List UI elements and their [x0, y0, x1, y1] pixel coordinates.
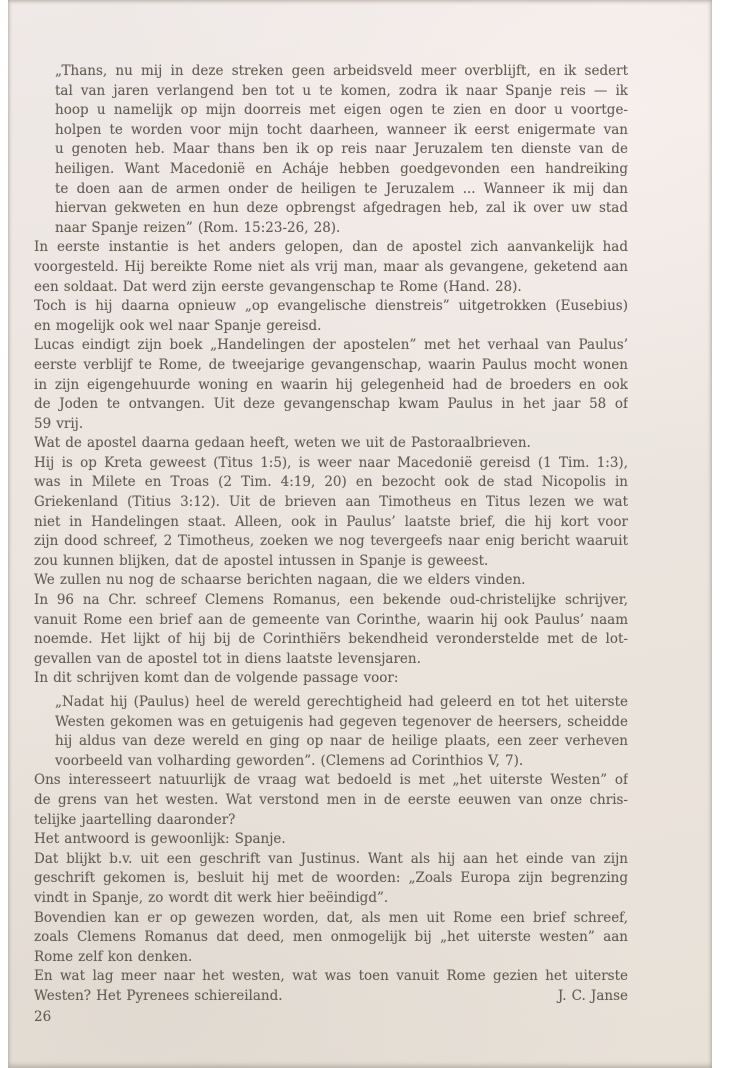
text-line: holpen te worden voor mijn tocht daarheen, wanneer ik eerst enigermate van — [55, 121, 628, 138]
text-line: Wat de apostel daarna gedaan heeft, weten we uit de Pastoraalbrieven. — [34, 435, 531, 452]
text-line: niet in Handelingen staat. Alleen, ook in Paulus’ laatste brief, die hij kort voor — [34, 513, 628, 530]
text-line: Dat blijkt b.v. uit een geschrift van Justinus. Want als hij aan het einde van zijn — [34, 850, 628, 867]
text-line: in zijn eigengehuurde woning en waarin hij gelegenheid had de broeders en ook — [34, 376, 628, 393]
text-line: en mogelijk ook wel naar Spanje gereisd. — [34, 317, 322, 334]
quote-paragraph — [34, 693, 628, 771]
text-line: Griekenland (Titius 3:12). Uit de brieven aan Timotheus en Titus lezen we wat — [34, 494, 628, 511]
text-line: telijke jaartelling daaronder? — [34, 811, 236, 828]
text-line: voorbeeld van volharding geworden”. (Clemens ad Corinthios V, 7). — [55, 752, 524, 769]
text-line: Het antwoord is gewoonlijk: Spanje. — [34, 831, 286, 848]
text-line: Toch is hij daarna opnieuw „op evangelische dienstreis” uitgetrokken (Eusebius) — [34, 298, 628, 315]
text-line: te doen aan de armen onder de heiligen te Jeruzalem ... Wanneer ik mij dan — [55, 180, 628, 197]
text-line: We zullen nu nog de schaarse berichten nagaan, die we elders vinden. — [34, 572, 526, 589]
text-line: „Nadat hij (Paulus) heel de wereld gerechtigheid had geleerd en tot het uiterste — [55, 694, 628, 710]
text-line: Ons interesseert natuurlijk de vraag wat bedoeld is met „het uiterste Westen” of — [34, 772, 628, 789]
text-line: In dit schrijven komt dan de volgende passage voor: — [34, 670, 399, 687]
text-line — [34, 987, 628, 1007]
text-line: voorgesteld. Hij bereikte Rome niet als vrij man, maar als gevangene, geketend aan — [34, 258, 628, 275]
text-line: Westen gekomen was en getuigenis had gegeven tegenover de heersers, scheidde — [55, 713, 628, 730]
text-line: In 96 na Chr. schreef Clemens Romanus, een bekende oud-christelijke schrijver, — [34, 592, 628, 609]
page-number: 26 — [34, 1009, 52, 1025]
text-line: zoals Clemens Romanus dat deed, men onmogelijk bij „het uiterste westen” aan — [34, 929, 628, 946]
text-line: zijn dood schreef, 2 Timotheus, zoeken we nog tevergeefs naar enig bericht waaruit — [34, 533, 628, 550]
body-paragraph — [34, 771, 628, 1006]
quote-paragraph — [34, 62, 628, 238]
body-paragraph — [34, 238, 628, 689]
text-line: tal van jaren verlangend ben tot u te komen, zodra ik naar Spanje reis — ik — [55, 82, 628, 99]
text-line: geschrift gekomen is, besluit hij met de woorden: „Zoals Europa zijn begrenzing — [34, 870, 628, 887]
page-text-column — [34, 62, 628, 1007]
text-line: was in Milete en Troas (2 Tim. 4:19, 20) en bezocht ook de stad Nicopolis in — [34, 474, 628, 491]
text-line: Bovendien kan er op gewezen worden, dat, als men uit Rome een brief schreef, — [34, 909, 628, 926]
closing-sentence: Westen? Het Pyrenees schiereiland. — [34, 987, 283, 1004]
text-line: 59 vrij. — [34, 415, 84, 432]
text-line: Rome zelf kon denken. — [34, 948, 193, 965]
text-line: vanuit Rome een brief aan de gemeente van Corinthe, waarin hij ook Paulus’ naam — [34, 611, 628, 628]
text-line: hiervan gekweten en hun deze opbrengst afgedragen heb, zal ik over uw stad — [55, 200, 628, 217]
text-line: naar Spanje reizen” (Rom. 15:23-26, 28). — [55, 219, 341, 236]
text-line: de grens van het westen. Wat verstond men in de eerste eeuwen van onze chris- — [34, 791, 628, 808]
text-line: de Joden te ontvangen. Uit deze gevangenschap kwam Paulus in het jaar 58 of — [34, 396, 628, 413]
text-line: In eerste instantie is het anders gelopen, dan de apostel zich aanvankelijk had — [34, 239, 628, 256]
text-line: En wat lag meer naar het westen, wat was toen vanuit Rome gezien het uiterste — [34, 968, 628, 985]
text-line: hij aldus van deze wereld en ging op naar de heilige plaats, een zeer verheven — [55, 733, 628, 750]
text-line: hoop u namelijk op mijn doorreis met eigen ogen te zien en door u voortge- — [55, 102, 628, 119]
text-line: Hij is op Kreta geweest (Titus 1:5), is weer naar Macedonië gereisd (1 Tim. 1:3), — [34, 454, 628, 471]
text-line: gevallen van de apostel tot in diens laatste levensjaren. — [34, 650, 421, 667]
book-page-paper — [8, 0, 712, 1068]
text-line: „Thans, nu mij in deze streken geen arbeidsveld meer overblijft, en ik sedert — [55, 63, 628, 79]
text-line: noemde. Het lijkt of hij bij de Corinthiërs bekendheid veronderstelde met de lot- — [34, 631, 628, 648]
author-signature: J. C. Janse — [557, 987, 628, 1004]
text-line: een soldaat. Dat werd zijn eerste gevangenschap te Rome (Hand. 28). — [34, 278, 522, 295]
text-line: heiligen. Want Macedonië en Acháje hebben goedgevonden een handreiking — [55, 160, 628, 177]
text-line: eerste verblijf te Rome, de tweejarige gevangenschap, waarin Paulus mocht wonen — [34, 356, 628, 373]
text-line: u genoten heb. Maar thans ben ik op reis naar Jeruzalem ten dienste van de — [55, 141, 628, 158]
text-line: zou kunnen blijken, dat de apostel intussen in Spanje is geweest. — [34, 552, 489, 569]
text-line: Lucas eindigt zijn boek „Handelingen der apostelen” met het verhaal van Paulus’ — [34, 337, 628, 354]
text-line: vindt in Spanje, zo wordt dit werk hier beëindigd”. — [34, 889, 389, 906]
